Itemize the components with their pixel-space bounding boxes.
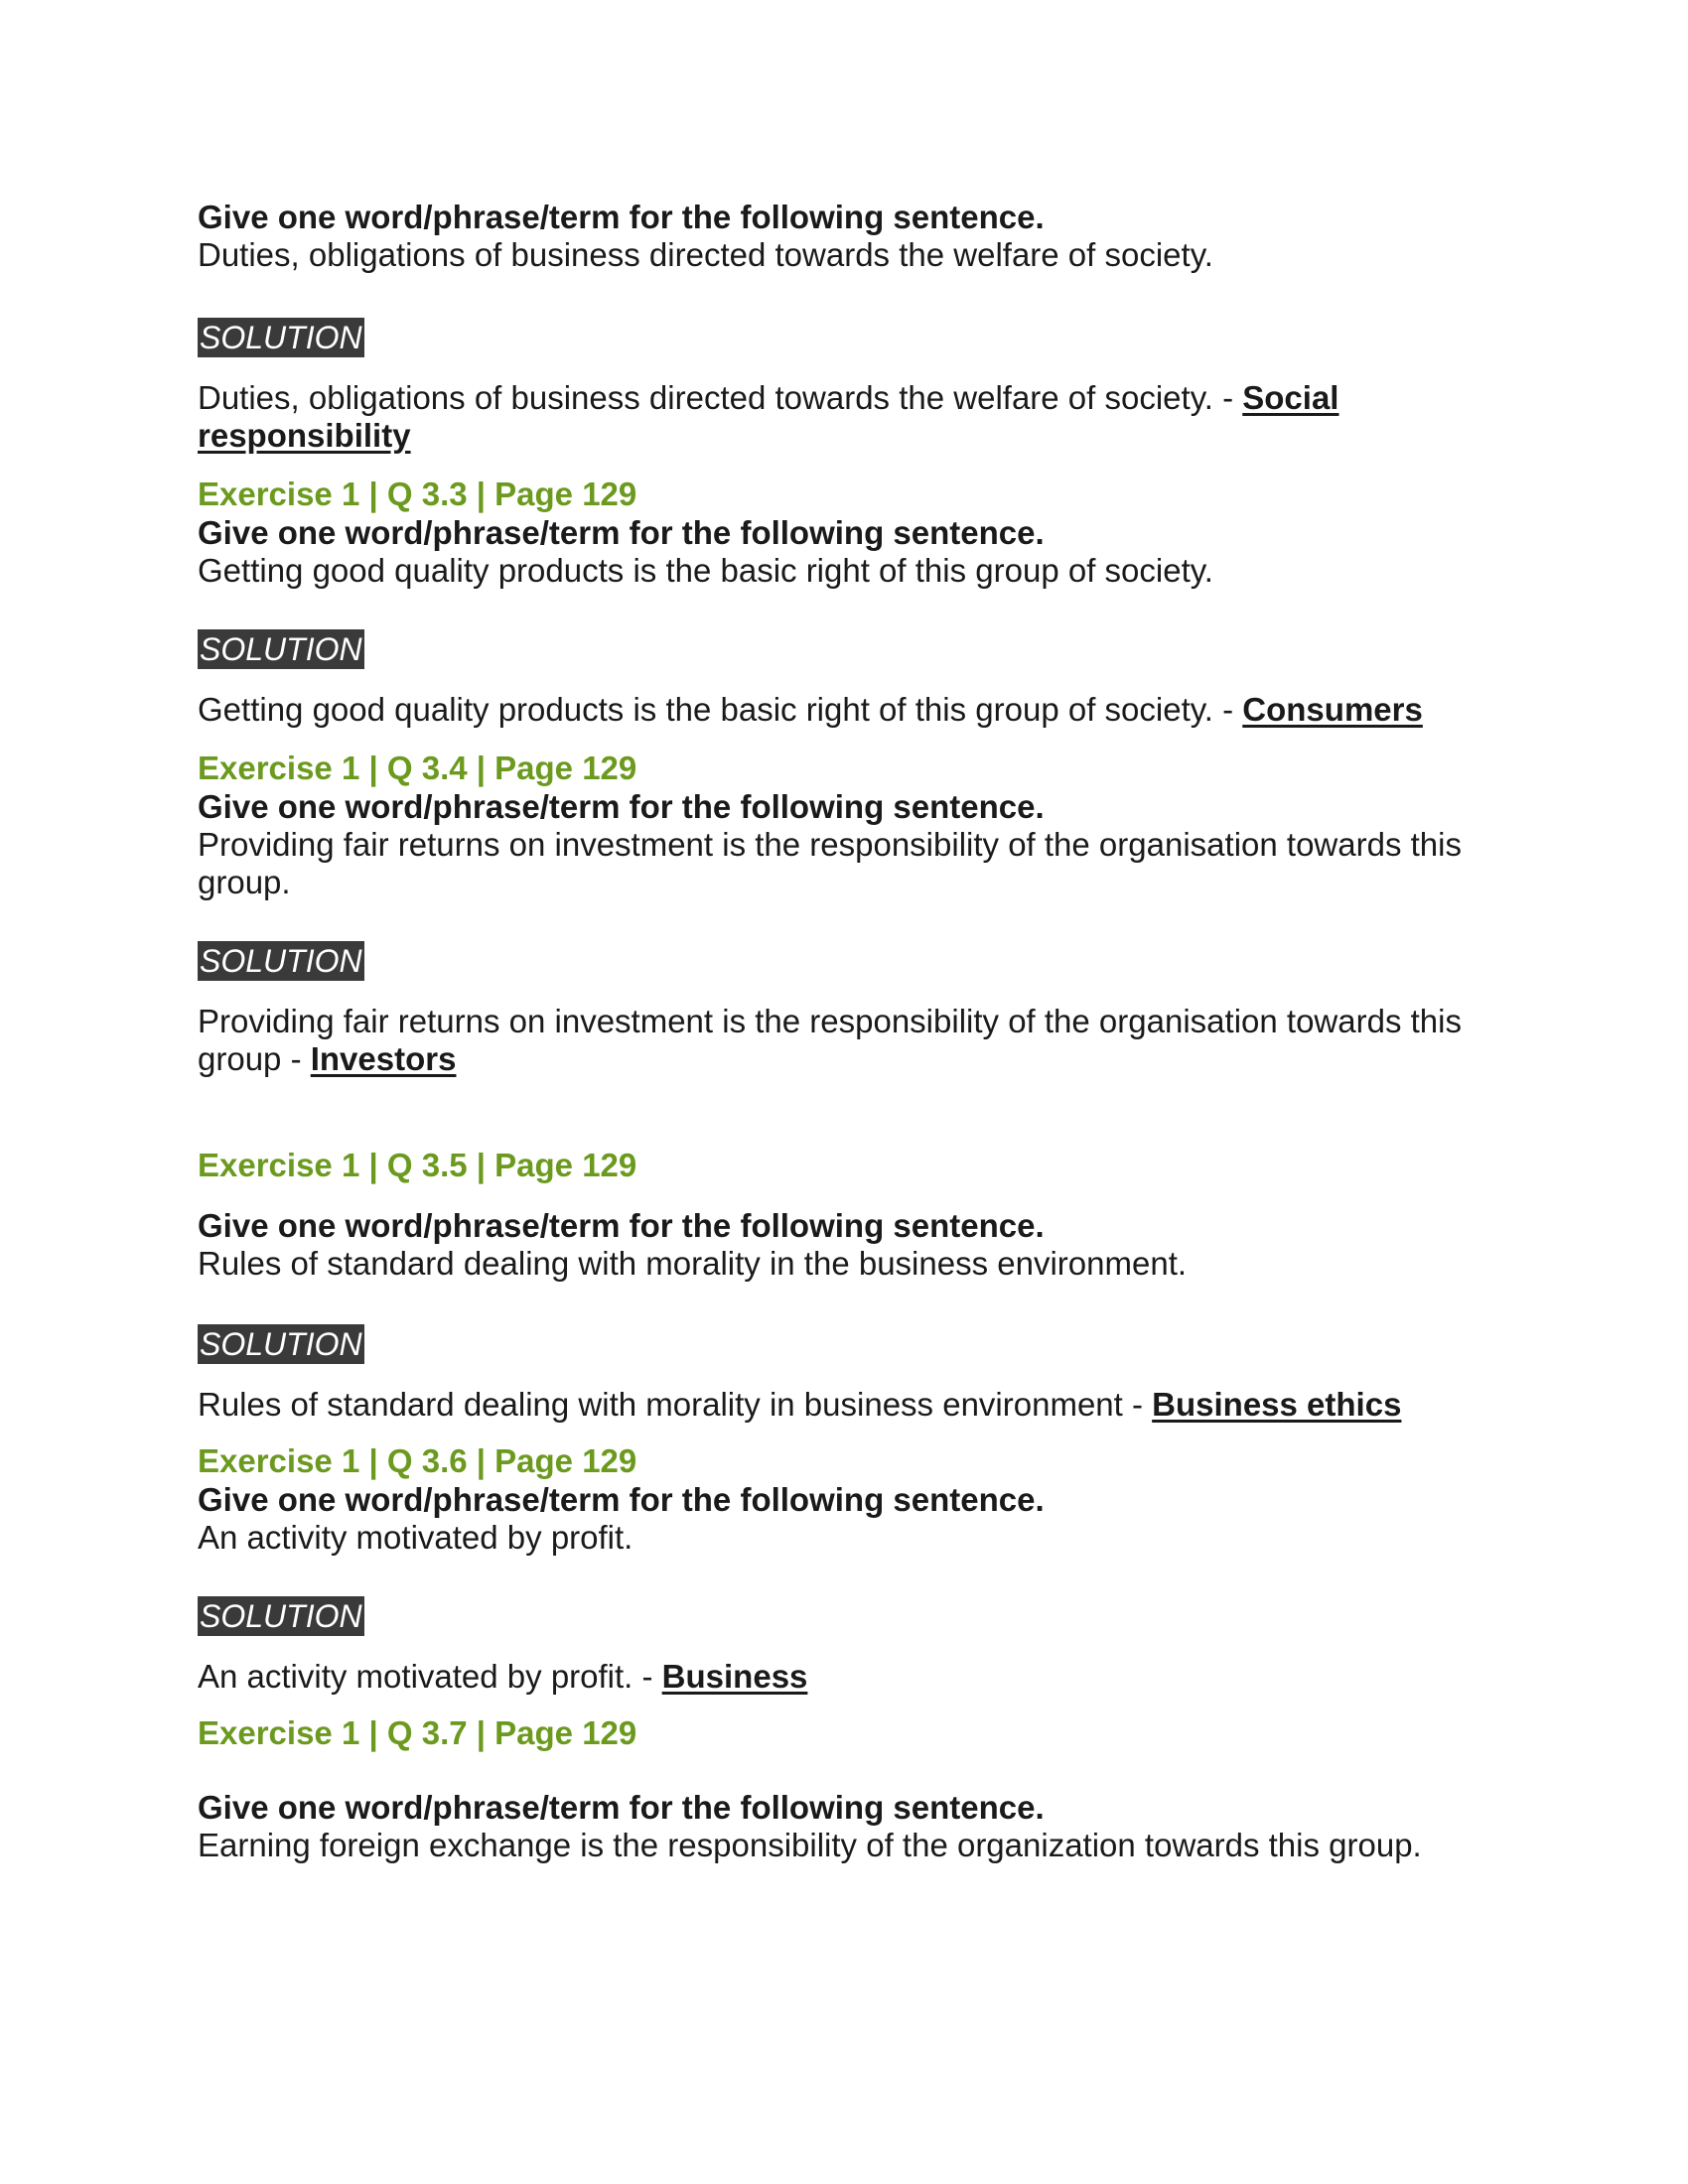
solution-sentence: An activity motivated by profit. -	[198, 1658, 662, 1695]
solution-sentence: Providing fair returns on investment is the responsibility of the organisation towards this group -	[198, 1003, 1462, 1077]
prompt-text: Give one word/phrase/term for the following sentence.	[198, 1789, 1045, 1826]
exercise-heading: Exercise 1 | Q 3.4 | Page 129	[198, 750, 637, 786]
exercise-heading: Exercise 1 | Q 3.3 | Page 129	[198, 476, 637, 512]
document-page	[198, 199, 1508, 1864]
question-block	[198, 749, 1508, 1078]
prompt-text: Give one word/phrase/term for the following sentence.	[198, 514, 1045, 551]
solution-label: SOLUTION	[200, 943, 362, 979]
solution-text	[198, 1386, 1508, 1424]
exercise-heading: Exercise 1 | Q 3.7 | Page 129	[198, 1714, 637, 1751]
answer-text: Social responsibility	[198, 379, 1339, 454]
question-text: An activity motivated by profit.	[198, 1519, 633, 1556]
solution-sentence: Getting good quality products is the basic right of this group of society. -	[198, 691, 1243, 728]
solution-sentence: Rules of standard dealing with morality in business environment -	[198, 1386, 1153, 1423]
prompt-text: Give one word/phrase/term for the following sentence.	[198, 788, 1045, 825]
question-block	[198, 1713, 1508, 1864]
solution-text	[198, 379, 1389, 455]
answer-text: Investors	[310, 1040, 457, 1077]
exercise-heading: Exercise 1 | Q 3.6 | Page 129	[198, 1442, 637, 1479]
answer-text: Consumers	[1242, 691, 1423, 728]
question-block	[198, 475, 1508, 729]
question-block	[198, 1146, 1508, 1424]
question-text: Earning foreign exchange is the responsibility of the organization towards this group.	[198, 1827, 1422, 1863]
solution-label: SOLUTION	[200, 320, 362, 355]
prompt-text: Give one word/phrase/term for the following sentence.	[198, 1481, 1045, 1518]
solution-label: SOLUTION	[200, 1598, 362, 1634]
question-text: Getting good quality products is the basic right of this group of society.	[198, 552, 1213, 589]
question-block	[198, 1441, 1508, 1696]
solution-label: SOLUTION	[200, 631, 362, 667]
solution-label: SOLUTION	[200, 1326, 362, 1362]
answer-text: Business	[661, 1658, 808, 1695]
prompt-text: Give one word/phrase/term for the following sentence.	[198, 1207, 1045, 1244]
question-text: Providing fair returns on investment is the responsibility of the organisation towards this group.	[198, 826, 1462, 900]
question-block	[198, 199, 1508, 455]
question-text: Duties, obligations of business directed towards the welfare of society.	[198, 236, 1213, 273]
solution-text	[198, 691, 1508, 729]
answer-text: Business ethics	[1152, 1386, 1402, 1423]
exercise-heading: Exercise 1 | Q 3.5 | Page 129	[198, 1147, 637, 1183]
prompt-text: Give one word/phrase/term for the following sentence.	[198, 199, 1045, 235]
solution-text	[198, 1003, 1488, 1078]
solution-text	[198, 1658, 1508, 1696]
question-text: Rules of standard dealing with morality in the business environment.	[198, 1245, 1188, 1282]
solution-sentence: Duties, obligations of business directed towards the welfare of society. -	[198, 379, 1243, 416]
